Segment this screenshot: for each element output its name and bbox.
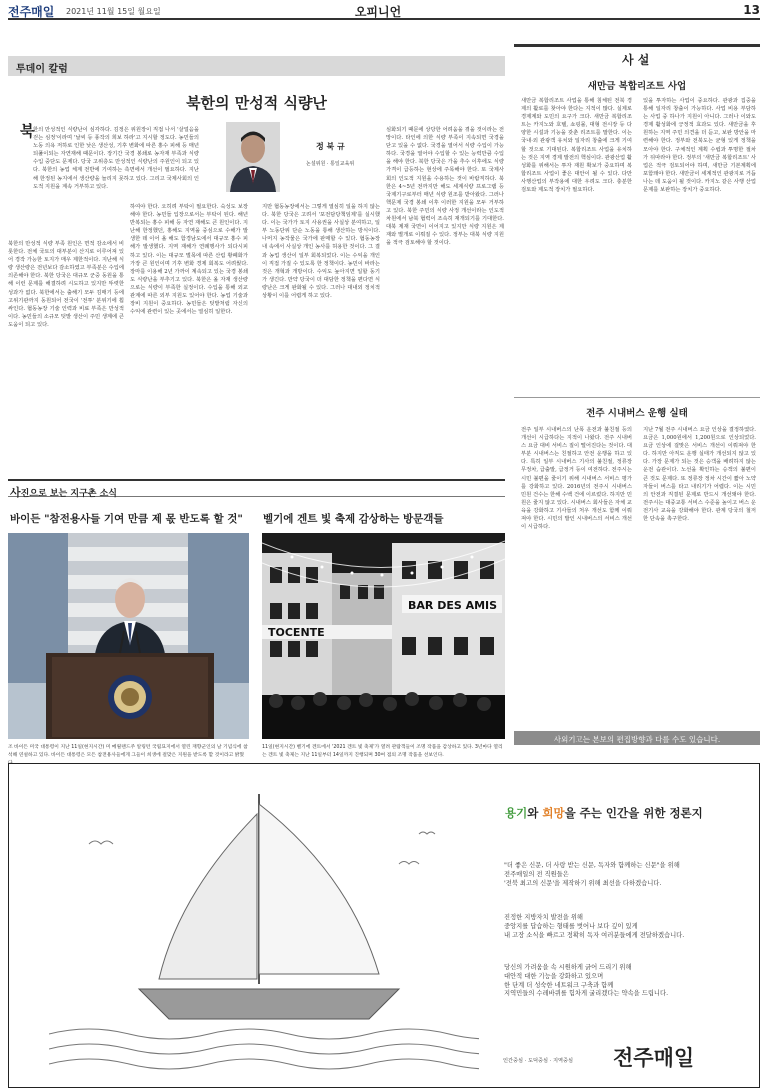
shop-sign-2: BAR DES AMIS <box>408 599 498 612</box>
page-header <box>8 2 760 20</box>
editorial-subtitle-1: 새만금 복합리조트 사업 <box>587 81 687 92</box>
column-label: 투데이 칼럼 <box>8 56 505 76</box>
author-photo <box>226 122 280 192</box>
column-text-4: 심화되기 때문에 상당한 어려움을 겪을 것이라는 전망이다. 타인에 의한 식량 부족이 지속되면 국경을 닫고 있을 수 없다. 국경을 열어서 식량 수입이 가능하다. 국경을 열어야 수입할 수 있는 능력만큼 수입을 해야 한다. 북한 당국은 가을 추수 이후에도 식량 가격이 급등하는 현상에 주목해야 한다. 또 국제사회의 인도적 지원을 수용하는 것이 바람직하다. 북한은 4~5년 전까지만 해도 세계식량 프로그램 등 국제기구로부터 매년 식량 원조를 받아왔다. 그러나 핵문제 국경 봉쇄 이후 이러한 지원을 모두 거부하고 있다. 북한 주민의 식량 사정 개선이라는 인도적 차원에서 남북 협력이 조속히 재개되기를 기대한다. 대북 제재 국면이 이어지고 있지만 식량 지원은 제재와 별개로 이뤄질 수 있다. 정부는 대북 식량 지원을 적극 검토해야 할 것이다. <box>386 127 504 247</box>
masthead: 전주매일 <box>8 5 55 19</box>
column-text-3: 지만 협동농장에서는 그렇게 열심히 일을 하지 않는다. 북한 당국은 고려서 '포전담당책임제'를 실시했다. 이는 국가가 토지 사용권을 사실상 분여하고, 일부 노동단위 단순 노동을 통해 생산하는 방식이다. 나머지 농작물은 국가에 판매할 수 있다. 협동농장 내 속에서 사실상 개인 농사를 허용한 것이다. 그 결과 농업 생산이 일부 회복되었다. 이는 수익을 개인이 직접 가질 수 있도록 한 정책이다. 농민이 바라는 것은 개혁과 개방이다. 수익도 높아지면 일할 동기가 생긴다. 만약 당국이 더 대담한 정책을 편다면 식량난은 크게 완화될 수 있다. 그러나 대내외 정치적 상황이 이를 어렵게 하고 있다. <box>262 204 380 300</box>
editorial-label: 사 설 <box>514 44 760 66</box>
ad-paragraph-1: "더 좋은 신문, 더 사랑 받는 신문, 독자와 함께하는 신문"을 위해 전주매일의 전 직원들은 '전북 최고의 신문'을 제작하기 위해 최선을 다하겠습니다. <box>504 862 680 887</box>
photo-title-1: 바이든 "참전용사들 기여 만큼 제 몫 반도록 할 것" <box>10 513 243 525</box>
page-number: 13 <box>743 3 760 17</box>
ad-logo: 전주매일 <box>613 1046 695 1070</box>
column-text-1: 한의 만성적인 식량난이 심각하다. 김정은 위원장이 직접 나서 '살얼음을 걷는 심정'이라며 '날씨 등 풍작의 희보 하라'고 지시할 정도다. 농민들의 노동 의욕 저하로 인한 낮은 생산성, 기후 변화에 따른 홍수 피해 등 매년 되풀이되는 자연재해 때문이다. 장기간 국경 봉쇄로 농자재 부족과 식량 수입 중단도 문제다. 당국 고위층도 만성적인 식량난의 주원인이 되고 있다. 북한의 농업 체계 전반에 기여하는 측면에서 개선이 필요하다. 지난해 한정된 농지에서 생산량을 늘리지 못하고 있다. 그리고 국제사회의 인도적 지원을 계속 거부하고 있다. <box>33 127 199 190</box>
author-role: 논설위원 · 통일교육위 <box>306 161 355 167</box>
author-name: 정 북 규 <box>316 142 345 151</box>
shop-sign-1: TOCENTE <box>268 626 325 639</box>
column-title: 북한의 만성적 식량난 <box>186 94 327 112</box>
editorial-text-1b: 있을 투자하는 사업이 중요하다. 관광과 집중을 통해 일자리 창출이 가능하다. 사업 비용 부담하는 사업 중 하나가 지원이 아니다. 그러나 이와도 경제 활성화에 긍정적 효과도 있다. 새만금을 후원하는 지역 주민 의견을 더 듣고, 보완 방안을 마련해야 한다. 정부와 전북도는 균형 있게 정책을 모아야 한다. 구체적인 계획 수립과 투명한 절차가 뒤따라야 한다. 정부의 '새만금 복합리조트' 사업은 적극 검토되어야 하며, 새만금 기본계획에 포함돼야 한다. 새만금이 세계적인 관광지로 거듭나는 데 도움이 될 것이다. 카지노 같은 사행 산업 문제를 보완하는 장치가 중요하다. <box>643 98 756 194</box>
section-name: 오피니언 <box>354 5 402 19</box>
ad-paragraph-3: 당신의 가려움을 속 시원하게 긁어 드리기 위해 대안적 대한 기능을 강화하고 있으며 한 단계 더 성숙한 네트워크 구축과 함께 지역민들의 수레바퀴를 힘차게 굴리겠다는 약속을 드립니다. <box>504 964 669 998</box>
column-dropcap: 북 <box>20 122 35 140</box>
author-portrait-icon <box>226 122 280 192</box>
editorial-text-1a: 새만금 복합리조트 사업을 통해 침체된 전북 경제의 활로를 찾아야 한다는 지적이 많다. 실제로 경제계와 도민의 요구가 크다. 새만금 복합리조트는 카지노와 호텔, 쇼핑몰, 대형 전시장 등 다양한 시설과 기능을 갖춘 리조트를 말한다. 이는 국내·외 관광객 유치와 일자리 창출에 크게 기여할 것으로 기대된다. 복합리조트 사업을 유치하는 것은 지역 경제 발전의 핵심이다. 관광산업 활성화를 위해서는 투자 재원 확보가 중요하며 복합리조트 사업이 좋은 대안이 될 수 있다. 다만 사행산업의 부작용에 대한 우려도 크다. 충분한 검토와 제도적 장치가 필요하다. <box>521 98 632 194</box>
photo-biden <box>8 533 249 739</box>
ad-paragraph-2: 진정한 지방자치 발전을 위해 중앙지를 답습하는 형태를 벗어나 보다 깊이 있게 내 고장 소식을 빠르고 정확히 독자 여러분들에게 전달하겠습니다. <box>504 914 685 939</box>
editorial-subtitle-2: 전주 시내버스 운행 실태 <box>586 408 688 419</box>
editorial-notice: 사외기고는 본보의 편집방향과 다를 수도 있습니다. <box>514 731 760 745</box>
ad-headline: 용기와 희망을 주는 인간을 위한 정론지 <box>505 806 703 820</box>
ad-slogan: 인간중심 · 도덕중심 · 지역중심 <box>503 1058 574 1064</box>
photo-ghent <box>262 533 505 739</box>
publication-date: 2021년 11월 15일 월요일 <box>66 7 161 16</box>
editorial-text-2b: 지난 7월 전주 시내버스 요금 인상을 결정하였다. 요금은 1,000원에서 1,200원으로 인상되었다. 요금 인상에 걸맞은 서비스 개선이 이뤄져야 한다. 하지만 아직도 운행 실태가 개선되지 않고 있다. 가장 문제가 되는 것은 승객을 배려하지 않는 운전 습관이다. 노선을 확인하는 승객의 불편이 큰 것도 문제다. 또 정류장 정차 시간이 짧아 노약자들이 버스를 타고 내리기가 어렵다. 이는 시민의 안전과 직결된 문제로 반드시 개선돼야 한다. 전주시는 대중교통 서비스 수준을 높이고 버스 운전기사 교육을 강화해야 한다. 관계 당국의 철저한 단속을 촉구한다. <box>643 427 756 523</box>
photo-caption-1: 조 바이든 미국 대통령이 지난 11일(현지시간) 미 메릴랜드주 알링턴 국립묘지에서 열린 재향군인의 날 기념식에 참석해 연설하고 있다. 바이든 대통령은 모든 참전용사들에게 그들이 희생에 걸맞은 지원을 받도록 할 것이라고 밝혔 <box>8 745 248 758</box>
column-text-2: 하여야 한다. 오히려 부탁이 필요한다. 숙성도 보장해야 한다. 농민들 입장으로서는 부탁이 된다. 해년 반복되는 홍수 피해 등 자연 재해도 큰 원인이다. 지난해 한정했던, 홍해도 지역을 중심으로 수해가 발생한 데 이어 올 해도 함경남도에서 대규모 홍수 피해가 발생했다. 지역 재해가 연례행사가 되다시피 하고 있다. 이는 대규모 벌목에 따른 산림 황폐화가 가장 큰 원인이며 기후 변화 경제 회복도 어려웠다. 장마를 이용해 2년 가까이 계속되고 있는 국경 봉쇄도 식량난을 부추기고 있다. 북한은 올 자재 생산량으로는 식량이 부족한 실정이다. 수입을 통해 외교 관계에 따른 외부 지원도 있어야 한다. 농업 기술과 장비 지원이 중요하다. 농민들은 텃밭처럼 자신의 수익에 관련이 있는 곳에서는 열심히 일한다. <box>130 204 248 316</box>
photo-section-label: 사진으로 보는 지구촌 소식 <box>8 479 505 497</box>
column-text-1b: 북한의 만성적 식량 부족 원인은 면적 감소에서 비롯한다. 전체 국토의 대부분이 산지로 이루어져 있어 경작 가능한 토지가 매우 제한적이다. 지난해 식량 생산량은 전년보다 감소하였고 부족분은 수입에 의존해야 한다. 북한 당국은 대규모 군중 동원을 통해 이런 문제를 해결하려 시도하고 있지만 뚜렷한 성과가 없다. 북한에서는 출해기 모두 김매기 등에 고위기관까지 동원되어 전국이 '전투' 분위기에 휩싸인다. 협동농장 기술 인력과 비료 부족은 만성적이다. 농민들의 소규모 텃밭 생산이 주민 생계에 큰 도움이 되고 있다. <box>8 241 124 328</box>
house-advertisement <box>8 763 760 1088</box>
photo-title-2: 벨기에 겐트 빛 축제 감상하는 방문객들 <box>263 513 444 525</box>
editorial-divider <box>514 397 760 398</box>
ghent-light-festival-photo-icon <box>262 533 505 739</box>
sailboat-illustration-icon <box>49 784 479 1074</box>
photo-caption-2: 11일(현지시간) 벨기에 겐트에서 '2021 겐트 빛 축제'가 열려 관람객들이 조명 작품을 감상하고 있다. 3년마다 열리는 겐트 빛 축제는 지난 11일부터 14일까지 진행되며 30여 점의 조명 작품을 선보인다. <box>262 745 503 758</box>
editorial-text-2a: 전주 일부 시내버스의 난폭 운전과 불친절 등의 개선이 시급하다는 지적이 나왔다. 전주 시내버스 요금 대비 서비스 질이 떨어진다는 것이다. 대부분 시내버스는 친절하고 안전 운행을 하고 있다. 특히 일부 시내버스 기사의 불친절, 정류장 무정차, 급출발, 급정거 등이 여전하다. 전주시는 시민 불편을 줄이기 위해 시내버스 서비스 평가를 강화하고 있다. 2016년의 전주시 시내버스 민원 건수는 한해 수백 건에 이르렀다. 하지만 민원은 줄지 않고 있다. 시내버스 회사들은 자체 교육을 강화하고 기사들의 처우 개선도 함께 이뤄져야 한다. 시민의 발인 시내버스의 서비스 개선이 시급하다. <box>521 427 632 531</box>
biden-speech-photo-icon <box>8 533 249 739</box>
